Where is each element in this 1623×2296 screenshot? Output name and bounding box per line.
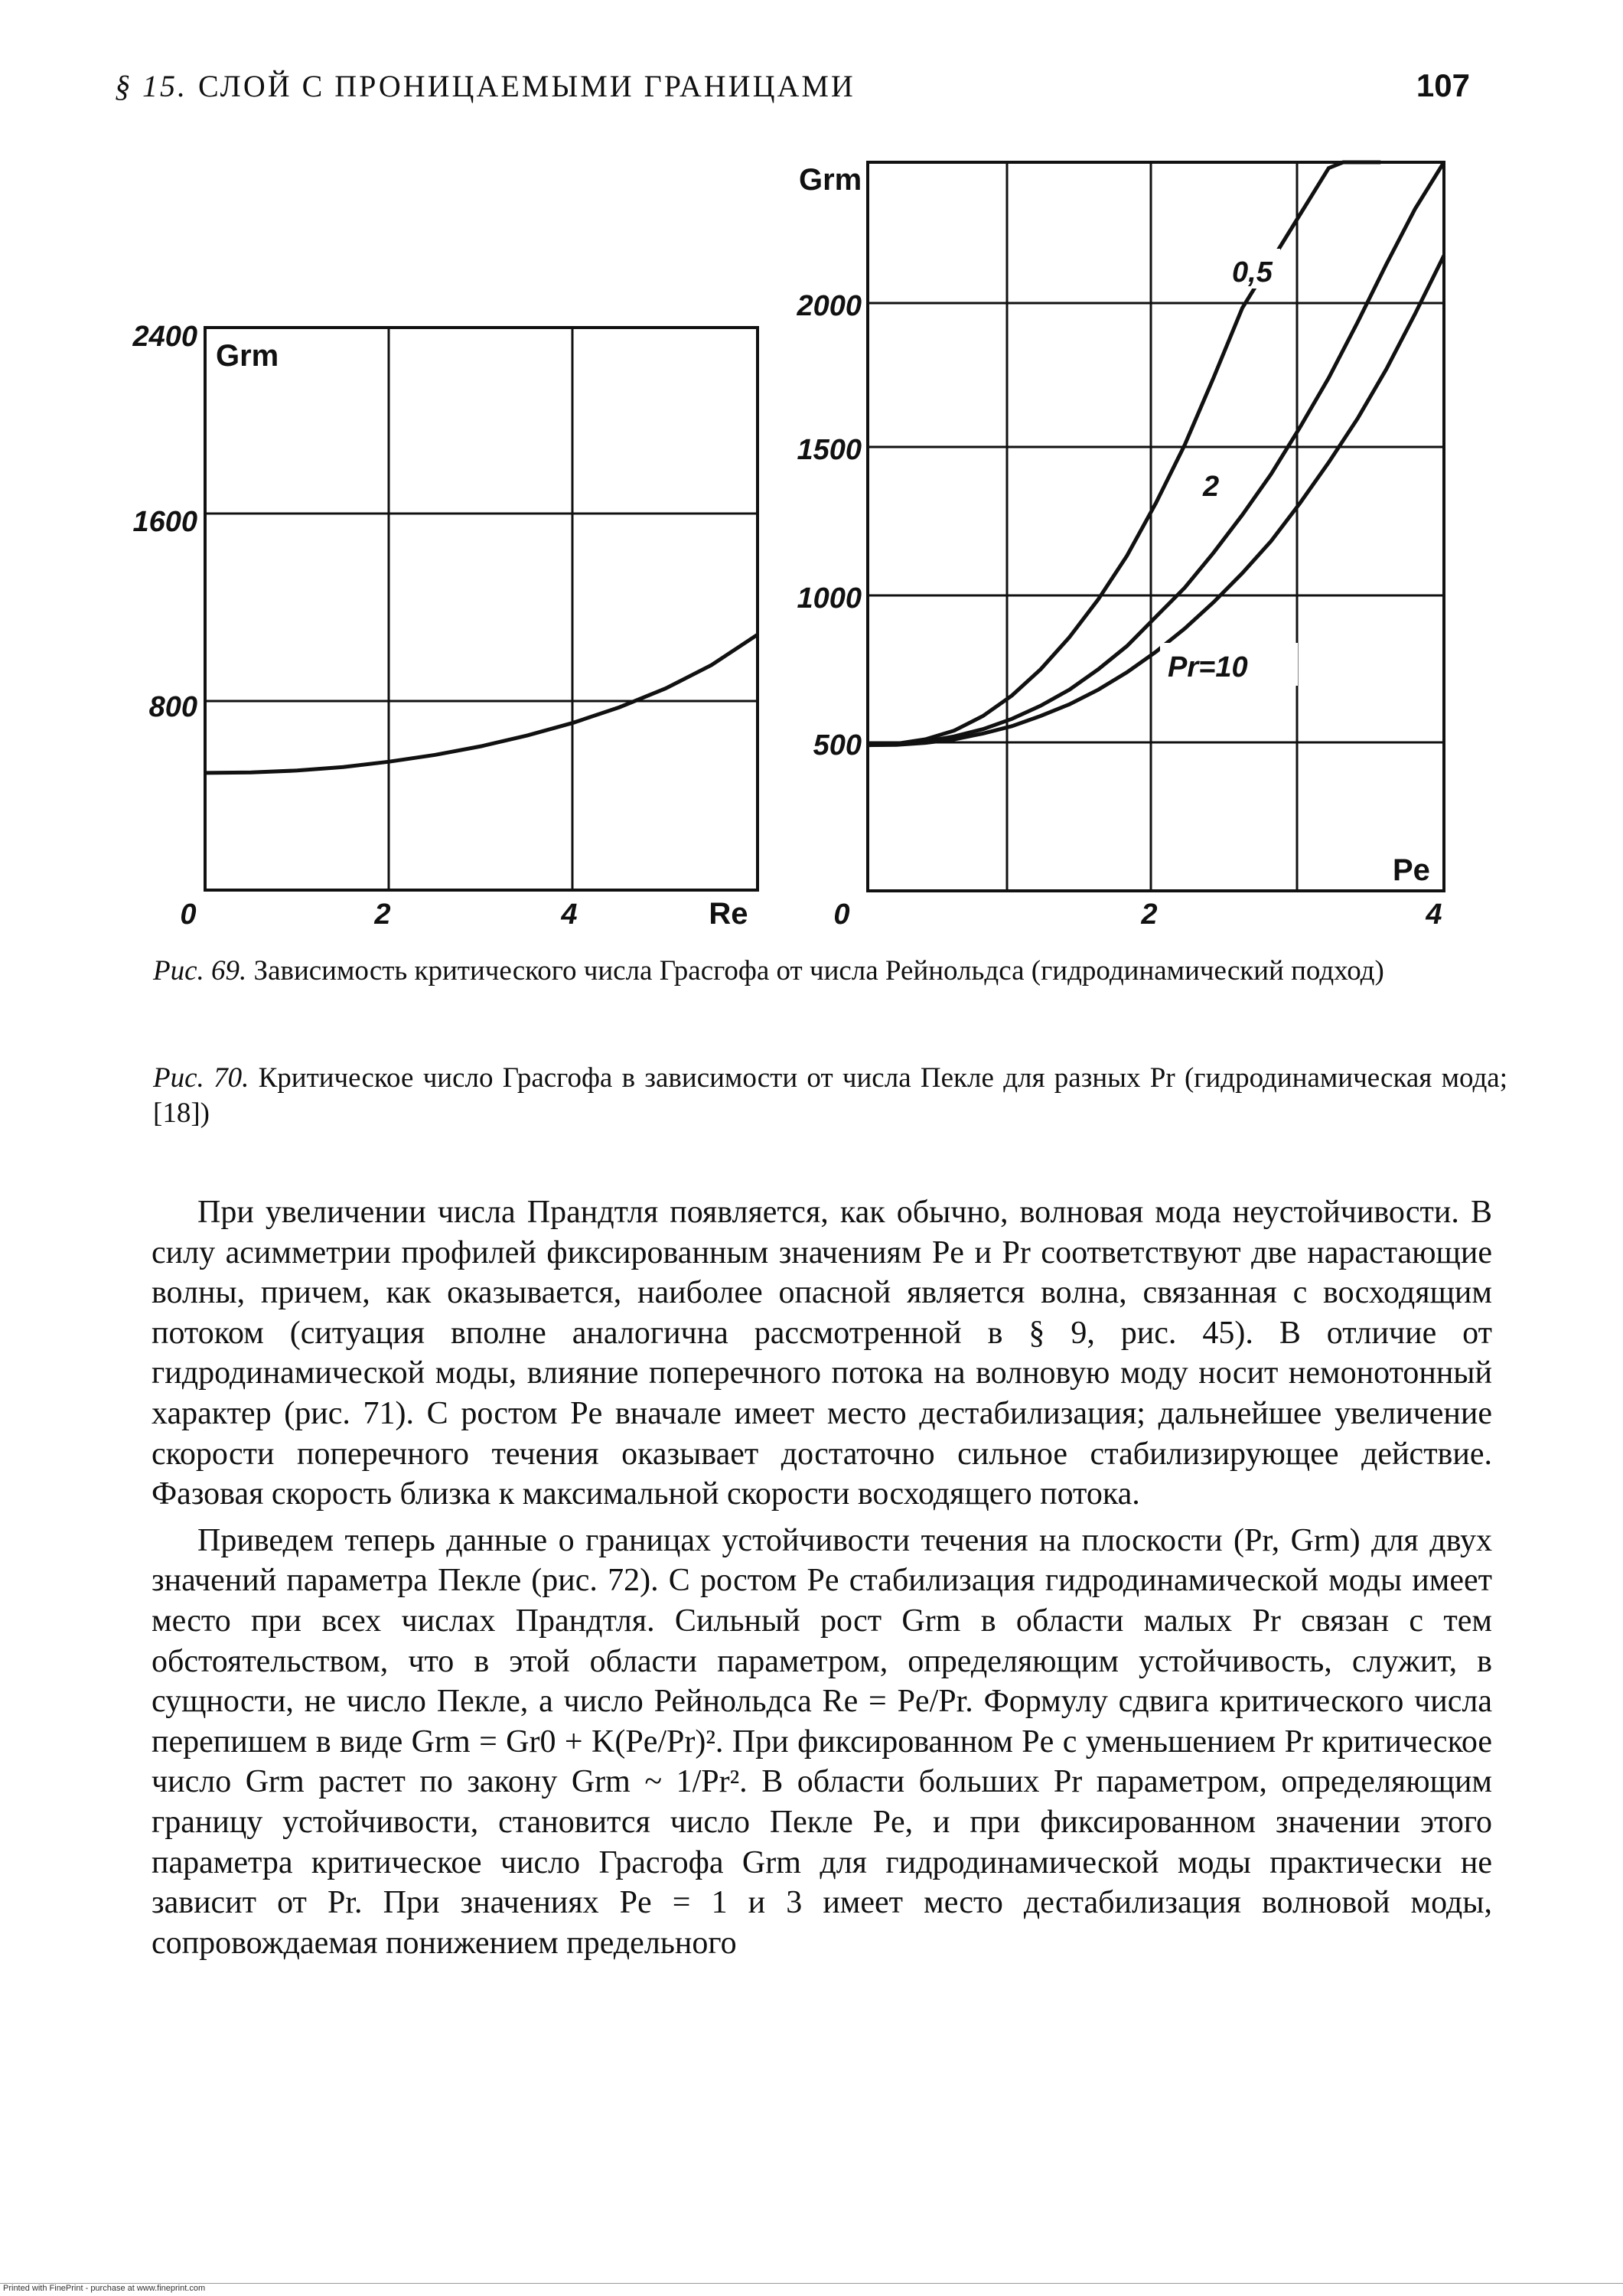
- paragraph: При увеличении числа Прандтля появляется, как обычно, волновая мода неустойчивости. В силу асимметрии профилей фиксированным значениям Pe и Pr соответствуют две нарастающие волны, причем, как оказывается, наиболее опасной является волна, связанная с восходящим потоком (ситуация вполне аналогична рассмотренной в § 9, рис. 45). В отличие от гидродинамической моды, влияние поперечного потока на волновую моду носит немонотонный характер (рис. 71). С ростом Pe вначале имеет место дестабилизация; дальнейшее увеличение скорости поперечного течения оказывает достаточно сильное стабилизирующее действие. Фазовая скорость близка к максимальной скорости восходящего потока.: [152, 1195, 1492, 1512]
- fig69-curve: [205, 634, 758, 773]
- page-number: 107: [1416, 67, 1470, 103]
- fig70-ytick-label: 1500: [797, 434, 862, 466]
- fig69-ylabel: [216, 339, 279, 373]
- fig69-caption-text: Зависимость критического числа Грасгофа от числа Рейнольдса (гидродинамический подход): [253, 955, 1384, 987]
- print-footer: Printed with FinePrint - purchase at www.fineprint.com: [0, 2283, 1623, 2293]
- section-title: СЛОЙ С ПРОНИЦАЕМЫМИ ГРАНИЦАМИ: [198, 68, 855, 103]
- fig70-ytick-label: 1000: [797, 582, 862, 615]
- fig70-curve-label: Pr=10: [1168, 651, 1248, 683]
- fig70-caption-label: Рис. 70.: [153, 1062, 249, 1094]
- fig69-xtick-label: 2: [374, 899, 391, 931]
- fig70-ylabel: Grm: [799, 163, 862, 197]
- fig70-ytick-label: 500: [813, 729, 862, 762]
- fig70-curve-pr-0-5: [868, 162, 1380, 745]
- paragraph: Приведем теперь данные о границах устойчивости течения на плоскости (Pr, Grm) для двух значений параметра Пекле (рис. 72). С ростом Pe стабилизация гидродинамической моды имеет место при всех числах Прандтля. Сильный рост Grm в области малых Pr связан с тем обстоятельством, что в этой области параметром, определяющим устойчивость, служит, в сущности, не число Пекле, а число Рейнольдса Re = Pe/Pr. Формулу сдвига критического числа перепишем в виде Grm = Gr0 + K(Pe/Pr)². При фиксированном Pe с уменьшением Pr критическое число Grm растет по закону Grm ~ 1/Pr². В области больших Pr параметром, определяющим границу устойчивости, становится число Пекле Pe, и при фиксированном значении этого параметра критическое число Грасгофа Grm для гидродинамической моды практически не зависит от Pr. При значениях Pe = 1 и 3 имеет место дестабилизация волновой моды, сопровождаемая понижением предельного: [152, 1522, 1492, 1961]
- body-text: [152, 1192, 1492, 1963]
- fig70-xtick-label: 0: [833, 899, 850, 931]
- fig70-curve-label: 2: [1203, 471, 1220, 503]
- fig69-xtick-label: 0: [180, 899, 197, 931]
- fig69-ytick-label: 800: [148, 691, 197, 723]
- fig70-ytick-label: 2000: [797, 290, 862, 322]
- fig70-xtick-label: 2: [1141, 899, 1158, 931]
- fig69-xtick-label: 4: [561, 899, 578, 931]
- fig70-frame: [868, 162, 1444, 891]
- fig70-curve-pr-2: [868, 162, 1444, 745]
- fig69-xlabel: Re: [709, 897, 748, 931]
- fig69-ytick-label: 2400: [132, 321, 197, 353]
- fig70-plot: [796, 162, 1444, 931]
- fig69-ytick-label: 1600: [132, 506, 197, 538]
- fig69-plot: [132, 321, 758, 931]
- figure-70-caption: [153, 1061, 1507, 1131]
- figure-69-caption: [153, 954, 1507, 989]
- fig69-ylabel-text: Grm: [216, 339, 279, 373]
- figures-69-70: [0, 0, 1623, 949]
- fig70-caption-text: Критическое число Грасгофа в зависимости от числа Пекле для разных Pr (гидродинамическая мода; [18]): [153, 1062, 1507, 1129]
- fig69-caption-label: Рис. 69.: [153, 955, 247, 987]
- fig70-curve-label: 0,5: [1232, 256, 1273, 289]
- fig69-frame: [205, 328, 758, 890]
- section-number: § 15.: [115, 68, 187, 103]
- fig70-xtick-label: 4: [1426, 899, 1442, 931]
- fig70-xlabel: Pe: [1393, 853, 1430, 887]
